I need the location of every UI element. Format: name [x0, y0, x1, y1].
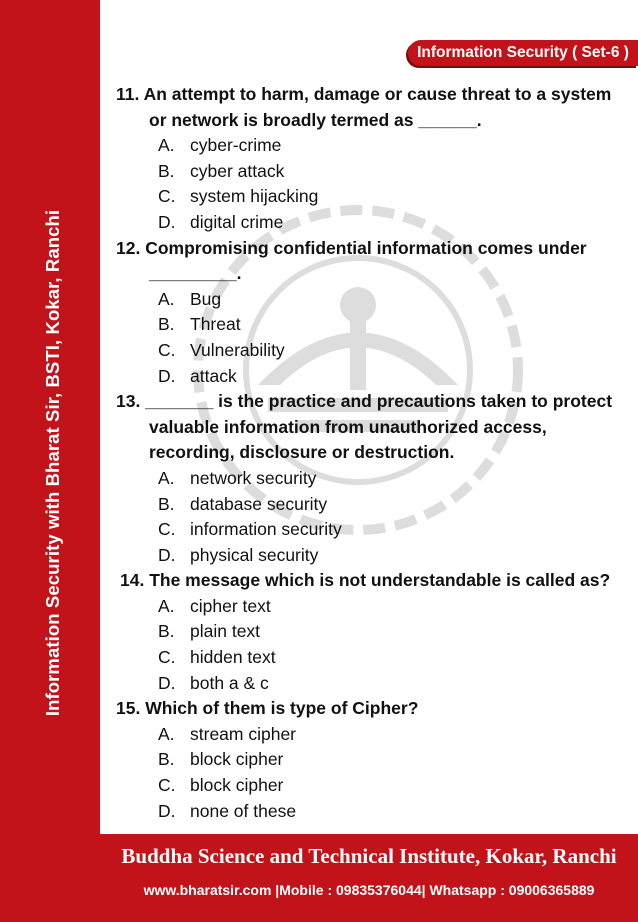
option-c: [158, 773, 626, 799]
question-15: [116, 696, 626, 824]
option-letter: A.: [158, 595, 175, 616]
option-text: block cipher: [190, 775, 284, 796]
option-c: [158, 645, 626, 671]
option-list: [116, 594, 626, 696]
option-text: Vulnerability: [190, 339, 285, 360]
option-text: hidden text: [190, 647, 276, 668]
option-b: [158, 619, 626, 645]
option-d: [158, 210, 626, 236]
option-letter: A.: [158, 288, 175, 309]
option-text: cipher text: [190, 595, 271, 616]
option-text: stream cipher: [190, 723, 297, 744]
option-list: [116, 722, 626, 824]
option-letter: B.: [158, 160, 175, 181]
question-list: [116, 82, 626, 824]
option-d: [158, 543, 626, 569]
option-letter: C.: [158, 186, 176, 207]
option-d: [158, 799, 626, 825]
option-letter: D.: [158, 211, 176, 232]
option-b: [158, 159, 626, 185]
option-letter: A.: [158, 135, 175, 156]
option-letter: A.: [158, 467, 175, 488]
question-11: [116, 82, 626, 236]
option-b: [158, 747, 626, 773]
option-a: [158, 287, 626, 313]
option-text: Threat: [190, 314, 241, 335]
option-letter: B.: [158, 749, 175, 770]
sidebar-title: Information Security with Bharat Sir, BSTI, Kokar, Ranchi: [42, 209, 63, 717]
option-text: plain text: [190, 621, 261, 642]
question-12: [116, 236, 626, 390]
option-letter: D.: [158, 800, 176, 821]
option-text: database security: [190, 493, 328, 514]
contact-line: www.bharatsir.com |Mobile : 09835376044| Whatsapp : 09006365889: [143, 882, 595, 898]
question-14: [116, 568, 626, 696]
option-letter: B.: [158, 493, 175, 514]
option-d: [158, 364, 626, 390]
option-letter: C.: [158, 339, 176, 360]
set-badge: Information Security ( Set-6 ): [408, 40, 638, 66]
option-letter: D.: [158, 672, 176, 693]
institute-name: Buddha Science and Technical Institute, Kokar, Ranchi: [121, 844, 617, 868]
option-text: network security: [190, 467, 317, 488]
footer-banner: [100, 834, 638, 922]
question-13: [116, 389, 626, 568]
option-text: cyber-crime: [190, 135, 282, 156]
option-a: [158, 722, 626, 748]
question-text: 12. Compromising confidential information comes under _________.: [116, 237, 587, 284]
option-b: [158, 492, 626, 518]
option-letter: B.: [158, 621, 175, 642]
option-a: [158, 133, 626, 159]
option-text: system hijacking: [190, 186, 319, 207]
option-c: [158, 517, 626, 543]
option-text: physical security: [190, 544, 319, 565]
option-c: [158, 184, 626, 210]
option-letter: D.: [158, 365, 176, 386]
option-letter: D.: [158, 544, 176, 565]
option-letter: B.: [158, 314, 175, 335]
option-text: information security: [190, 519, 342, 540]
option-b: [158, 312, 626, 338]
question-text: 14. The message which is not understandable is called as?: [120, 570, 611, 591]
question-text: 15. Which of them is type of Cipher?: [116, 698, 419, 719]
option-letter: C.: [158, 519, 176, 540]
question-text: 13. _______ is the practice and precautions taken to protect valuable information from unauthorized access, recording, disclosure or destruction.: [116, 391, 613, 463]
option-c: [158, 338, 626, 364]
option-text: cyber attack: [190, 160, 285, 181]
option-text: digital crime: [190, 211, 284, 232]
option-list: [116, 466, 626, 568]
option-text: block cipher: [190, 749, 284, 770]
option-letter: A.: [158, 723, 175, 744]
option-d: [158, 671, 626, 697]
option-list: [116, 287, 626, 389]
option-list: [116, 133, 626, 235]
option-text: attack: [190, 365, 237, 386]
option-letter: C.: [158, 775, 176, 796]
option-letter: C.: [158, 647, 176, 668]
option-text: none of these: [190, 800, 297, 821]
option-text: both a & c: [190, 672, 269, 693]
option-a: [158, 466, 626, 492]
sidebar-banner: [0, 0, 100, 922]
option-a: [158, 594, 626, 620]
question-text: 11. An attempt to harm, damage or cause threat to a system or network is broadly termed as ______.: [116, 84, 612, 130]
option-text: Bug: [190, 288, 222, 309]
